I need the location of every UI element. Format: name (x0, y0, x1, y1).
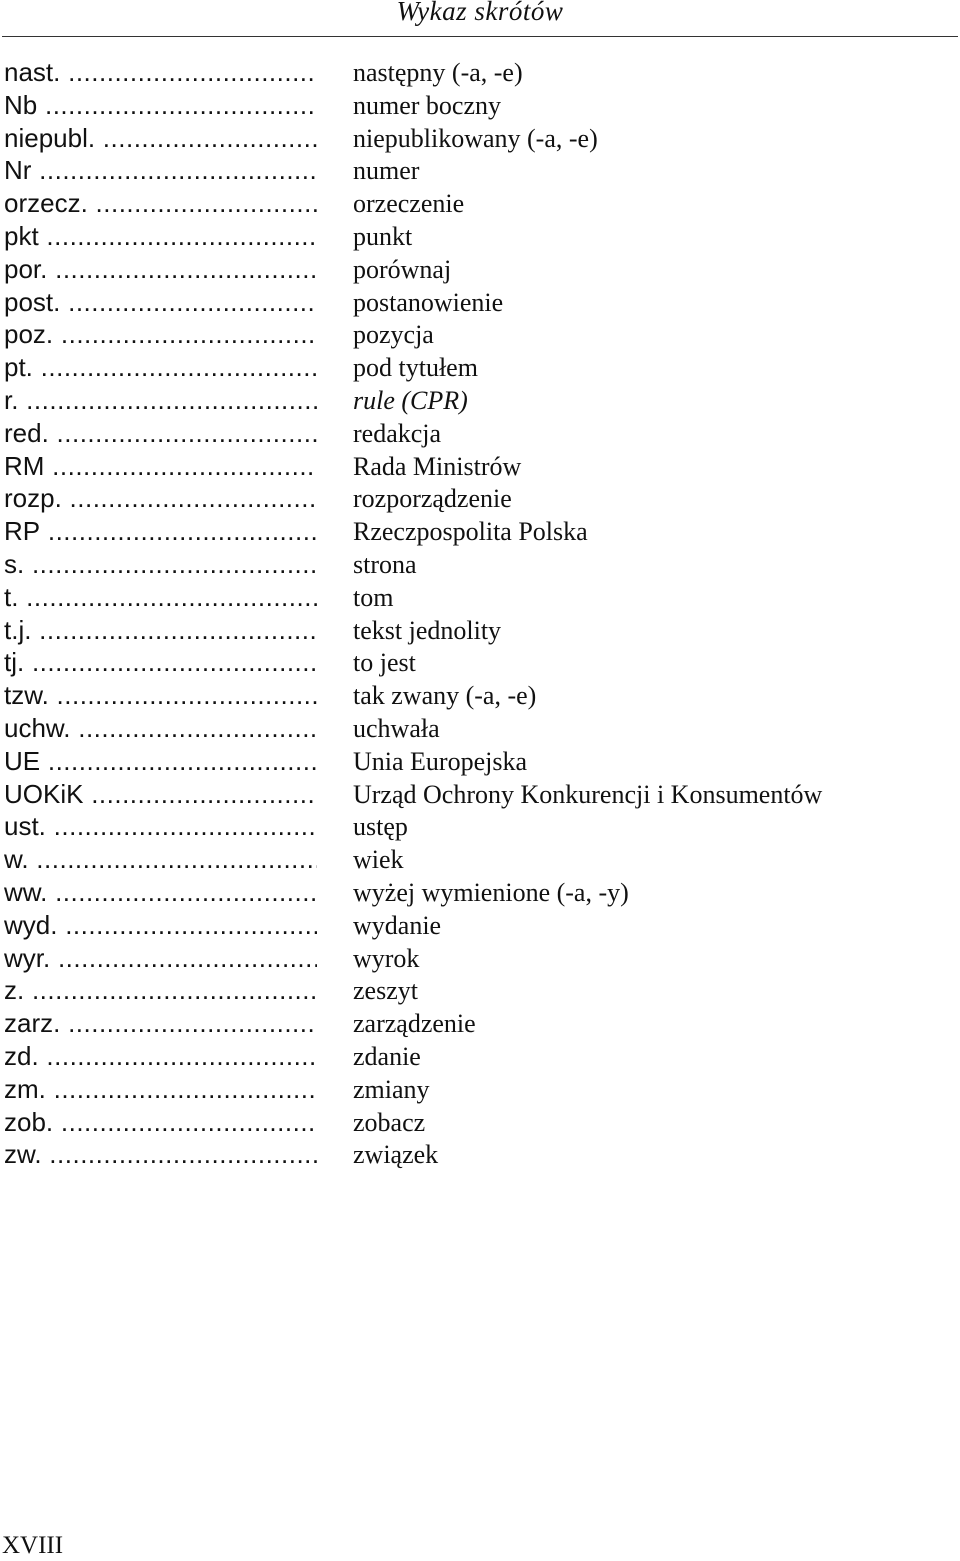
abbreviation-meaning: zmiany (353, 1074, 430, 1104)
abbreviation-term: post. ..... (4, 286, 317, 319)
abbreviation-meaning: Urząd Ochrony Konkurencji i Konsumentów (353, 779, 823, 809)
abbreviation-meaning: wyżej wymienione (-a, -y) (353, 877, 629, 907)
abbreviation-term: poz. ..... (4, 318, 317, 351)
abbreviation-meaning: Rada Ministrów (353, 451, 522, 481)
list-item (4, 581, 960, 614)
abbreviation-meaning: punkt (353, 221, 413, 251)
list-item (4, 843, 960, 876)
abbreviation-meaning: wyrok (353, 943, 420, 973)
abbreviation-meaning: zobacz (353, 1107, 426, 1137)
list-item (4, 679, 960, 712)
abbreviation-meaning: rozporządzenie (353, 484, 512, 514)
abbreviation-meaning: numer boczny (353, 90, 502, 120)
abbreviation-meaning: uchwała (353, 713, 440, 743)
list-item (4, 876, 960, 909)
abbreviation-term: Nb ..... (4, 89, 317, 122)
abbreviation-term: zob. ..... (4, 1106, 317, 1139)
abbreviation-term: pt. ..... (4, 351, 317, 384)
list-item (4, 187, 960, 220)
abbreviation-meaning: redakcja (353, 418, 442, 448)
list-item (4, 482, 960, 515)
abbreviation-meaning: orzeczenie (353, 189, 465, 219)
abbreviation-meaning: Unia Europejska (353, 746, 528, 776)
abbreviation-meaning: tom (353, 582, 394, 612)
abbreviation-meaning: zdanie (353, 1041, 421, 1071)
list-item (4, 909, 960, 942)
abbreviation-term: r. ..... (4, 384, 317, 417)
page-title: Wykaz skrótów (396, 0, 564, 26)
list-item (4, 253, 960, 286)
list-item (4, 745, 960, 778)
abbreviation-meaning: wydanie (353, 910, 442, 940)
list-item (4, 548, 960, 581)
list-item (4, 974, 960, 1007)
abbreviation-term: z. ..... (4, 974, 317, 1007)
list-item (4, 154, 960, 187)
abbreviation-term: Nr ..... (4, 154, 317, 187)
abbreviation-term: RM ..... (4, 450, 317, 483)
list-item (4, 122, 960, 155)
abbreviation-meaning: ustęp (353, 812, 408, 842)
abbreviation-term: nast. ..... (4, 56, 317, 89)
abbreviation-term: pkt ..... (4, 220, 317, 253)
list-item (4, 318, 960, 351)
list-item (4, 89, 960, 122)
abbreviation-meaning: związek (353, 1140, 439, 1170)
list-item (4, 286, 960, 319)
list-item (4, 384, 960, 417)
list-item (4, 942, 960, 975)
abbreviation-term: red. ..... (4, 417, 317, 450)
abbreviation-term: w. ..... (4, 843, 317, 876)
abbreviation-meaning: porównaj (353, 254, 452, 284)
abbreviation-term: ust. ..... (4, 810, 317, 843)
abbreviation-term: zw. ..... (4, 1138, 317, 1171)
list-item (4, 1007, 960, 1040)
abbreviation-meaning: następny (-a, -e) (353, 58, 523, 87)
abbreviation-term: tj. ..... (4, 646, 317, 679)
abbreviation-term: rozp. ..... (4, 482, 317, 515)
abbreviation-meaning: pod tytułem (353, 353, 478, 383)
abbreviation-term: RP ..... (4, 515, 317, 548)
abbreviation-term: zm. ..... (4, 1073, 317, 1106)
abbreviation-meaning: zeszyt (353, 976, 418, 1006)
list-item (4, 778, 960, 811)
abbreviation-term: wyr. ..... (4, 942, 317, 975)
list-item (4, 614, 960, 647)
list-item (4, 1138, 960, 1171)
list-item (4, 1040, 960, 1073)
abbreviation-term: zd. ..... (4, 1040, 317, 1073)
abbreviation-meaning: Rzeczpospolita Polska (353, 517, 588, 547)
list-item (4, 1106, 960, 1139)
abbreviation-meaning: postanowienie (353, 287, 504, 317)
abbreviation-meaning: tekst jednolity (353, 615, 502, 645)
abbreviation-meaning: tak zwany (-a, -e) (353, 681, 537, 711)
list-item (4, 351, 960, 384)
abbreviation-term: uchw. ..... (4, 712, 317, 745)
abbreviation-term: tzw. ..... (4, 679, 317, 712)
abbreviation-term: t.j. ..... (4, 614, 317, 647)
abbreviation-term: niepubl. ..... (4, 122, 317, 155)
abbreviation-meaning: numer (353, 156, 420, 186)
abbreviation-term: zarz. ..... (4, 1007, 317, 1040)
list-item (4, 712, 960, 745)
abbreviation-meaning: pozycja (353, 320, 434, 350)
header-divider (2, 36, 958, 37)
list-item (4, 220, 960, 253)
list-item (4, 56, 960, 89)
abbreviation-term: UOKiK ..... (4, 778, 317, 811)
list-item (4, 810, 960, 843)
abbreviation-meaning: zarządzenie (353, 1009, 476, 1039)
list-item (4, 417, 960, 450)
abbreviation-meaning: to jest (353, 648, 416, 678)
page-number: XVIII (2, 1532, 64, 1559)
abbreviation-meaning: niepublikowany (-a, -e) (353, 123, 598, 153)
list-item (4, 450, 960, 483)
abbreviation-term: por. ..... (4, 253, 317, 286)
list-item (4, 646, 960, 679)
abbreviation-term: UE ..... (4, 745, 317, 778)
abbreviation-meaning: strona (353, 549, 417, 579)
list-item (4, 515, 960, 548)
list-item (4, 1073, 960, 1106)
abbreviation-term: t. ..... (4, 581, 317, 614)
abbreviation-term: s. ..... (4, 548, 317, 581)
abbreviation-meaning: wiek (353, 845, 404, 875)
abbreviation-list (4, 56, 960, 1171)
abbreviation-term: orzecz. ..... (4, 187, 317, 220)
abbreviation-term: wyd. ..... (4, 909, 317, 942)
abbreviation-term: ww. ..... (4, 876, 317, 909)
abbreviation-meaning: rule (CPR) (353, 385, 468, 415)
